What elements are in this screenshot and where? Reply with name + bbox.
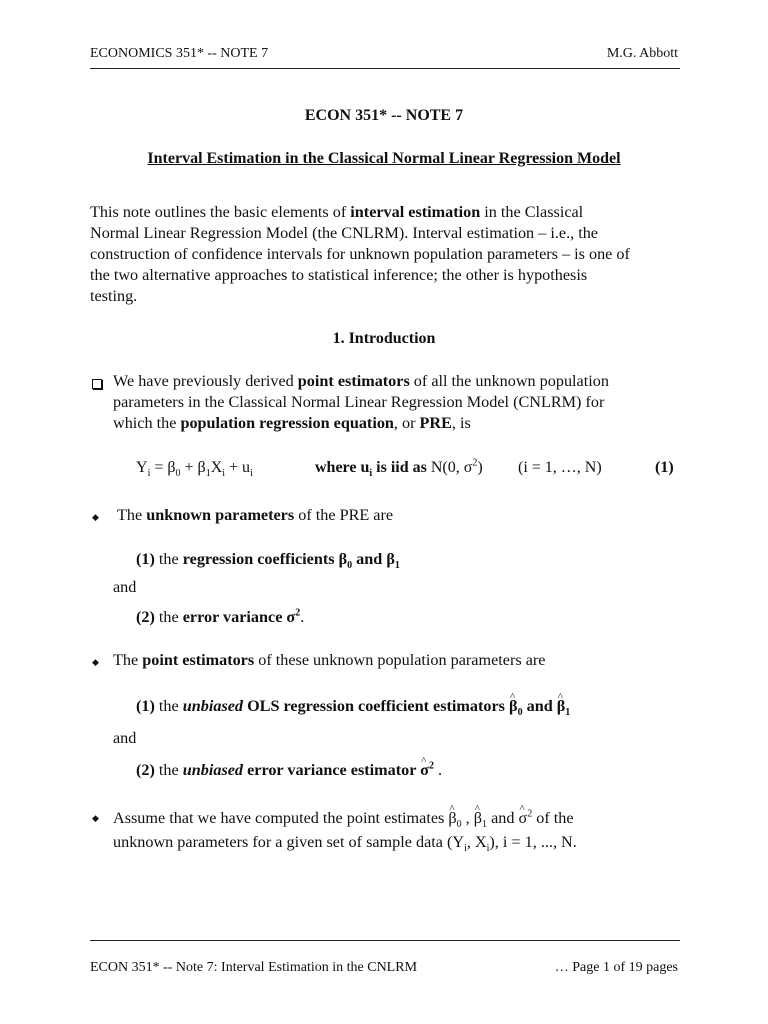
item-ols-estimators: (1) the unbiased OLS regression coefficient estimators ^ $\beta_0$ and ^ $\beta_1$ — [136, 696, 570, 717]
intro-paragraph: This note outlines the basic elements of interval estimation in the Classical Normal Linear Regression Model (the CNLRM). Interval estimation – i.e., the construction of confidence intervals for unknown population parameters – is one of the two alternative approaches to statistical inference; the other is hypothesis testing. — [90, 203, 630, 305]
bullet-computed-estimates: Assume that we have computed the point estimates ^ $\beta_0$ , ^ $\beta_1$ and ^ $\sigma^2$ of the unknown parameters for a given set of sample data ($Y_i$, $X_i$), i = 1, ..., N. — [113, 806, 693, 854]
header-left: ECONOMICS 351* -- NOTE 7 — [90, 46, 269, 61]
diamond-bullet-icon: ◆ — [92, 512, 99, 522]
footer-divider — [90, 940, 680, 941]
item-regression-coefficients: (1) the regression coefficients $\beta_0$ and $\beta_1$ — [136, 550, 400, 572]
pre-equation: $Y_i = \beta_0 + \beta_1X_i + u_i$ — [136, 459, 253, 480]
bullet-point-estimators-list: The point estimators of these unknown population parameters are — [113, 651, 546, 669]
equation-condition: where $u_i$ is iid as N(0, $\sigma^2$) — [315, 457, 483, 480]
diamond-bullet-icon: ◆ — [92, 657, 99, 667]
bullet-unknown-params: The unknown parameters of the PRE are — [117, 506, 394, 524]
checkbox-bullet-icon — [92, 376, 102, 394]
header-right: M.G. Abbott — [606, 46, 678, 61]
and-connector: and — [113, 729, 137, 747]
item-variance-estimator: (2) the unbiased error variance estimator ^ $\sigma^2$ . — [136, 760, 442, 781]
equation-range: (i = 1, …, N) — [518, 459, 602, 476]
page-subtitle: Interval Estimation in the Classical Normal Linear Regression Model — [147, 150, 621, 167]
section-heading: 1. Introduction — [332, 330, 436, 347]
page-title: ECON 351* -- NOTE 7 — [304, 107, 464, 124]
equation-number: (1) — [655, 459, 674, 476]
bullet-point-estimators: We have previously derived point estimators of all the unknown population parameters in the Classical Normal Linear Regression Model (CNLRM) for which the population regression equation, or PRE, is — [113, 372, 609, 432]
header-divider — [90, 68, 680, 69]
item-error-variance: (2) the error variance $\sigma^2$. — [136, 607, 305, 626]
diamond-bullet-icon: ◆ — [92, 813, 99, 823]
footer-page-number: … Page 1 of 19 pages — [554, 960, 678, 975]
footer-left: ECON 351* -- Note 7: Interval Estimation in the CNLRM — [90, 960, 418, 975]
and-connector: and — [113, 578, 137, 596]
